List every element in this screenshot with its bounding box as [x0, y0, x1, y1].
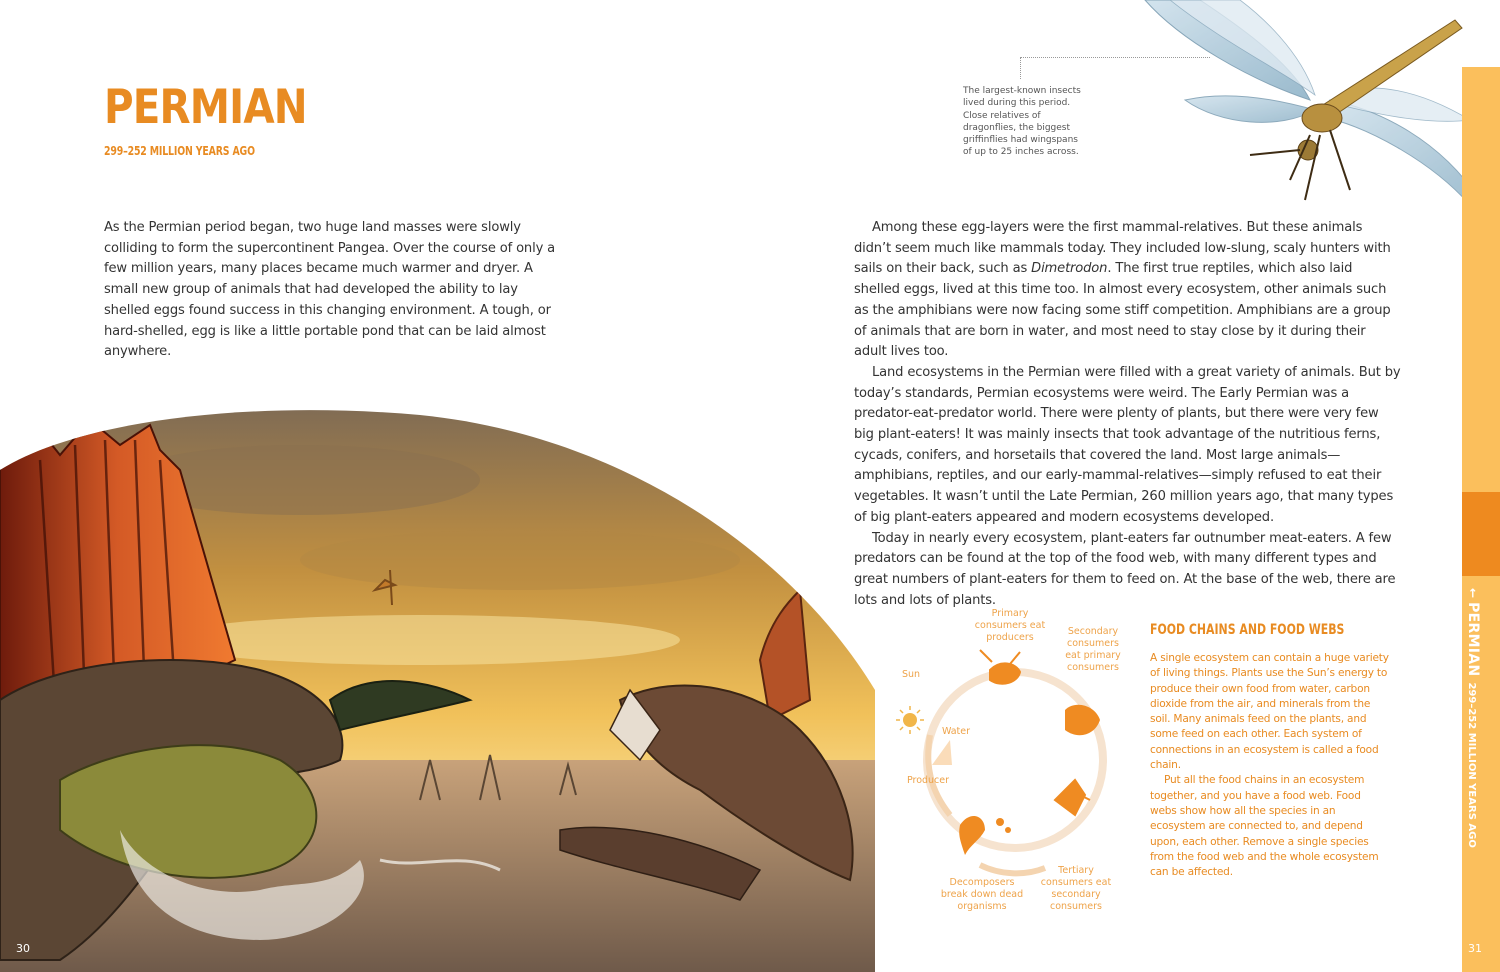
side-tab-label[interactable]: [1465, 588, 1481, 848]
sun-label: Sun: [901, 669, 921, 680]
food-chains-paragraph-1: A single ecosystem can contain a huge variety of living things. Plants use the Sun’s energy to produce their own food from water, carbon dioxide from the air, and minerals from the soil. Many animals feed on the plants, and some feed on each other. Each system of connections in an ecosystem is called a food chain.: [1150, 652, 1389, 772]
chapter-side-tab-highlight: [1462, 492, 1500, 576]
tertiary-consumers-label: Tertiary consumers eat secondary consumers: [1040, 865, 1112, 912]
right-column: [854, 218, 1402, 611]
arrow-left-icon: ←: [1466, 588, 1480, 599]
p1-text-after: . The first true reptiles, which also laid shelled eggs, lived at this time too. In almost every ecosystem, other animals such as the amphibians were now facing some stiff competition. Amphibians are a group of animals that are born in water, and most need to stay close by it during their adult lives too.: [854, 261, 1391, 360]
page-number-right: 31: [1468, 942, 1482, 955]
food-chains-paragraph-2: Put all the food chains in an ecosystem together, and you have a food web. Food webs show how all the species in an ecosystem are connected to, and depend upon, each other. Remove a single species from the food web and the whole ecosystem can be affected.: [1150, 774, 1379, 879]
page-subtitle: 299–252 MILLION YEARS AGO: [104, 144, 255, 158]
permian-scene-illustration: [0, 400, 875, 972]
food-chains-text: [1150, 651, 1390, 880]
dragonfly-caption: The largest-known insects lived during this period. Close relatives of dragonflies, the biggest griffinflies had wingspans of up to 25 inches across.: [963, 86, 1081, 158]
griffinfly-illustration: [1140, 0, 1480, 205]
side-tab-subtitle: 299–252 MILLION YEARS AGO: [1466, 682, 1477, 848]
secondary-consumers-label: Secondary consumers eat primary consumers: [1065, 626, 1121, 673]
p1-species-name: Dimetrodon: [1031, 261, 1108, 277]
water-label: Water: [941, 726, 971, 737]
right-paragraph-3: Today in nearly every ecosystem, plant-eaters far outnumber meat-eaters. A few predators can be found at the top of the food web, with many different types and great numbers of plant-eaters for them to feed on. At the base of the web, there are lots and lots of plants.: [854, 530, 1396, 608]
primary-consumers-label: Primary consumers eat producers: [974, 608, 1046, 643]
page-number-left: 30: [16, 942, 30, 955]
p1-text-before: Among these egg-layers were the first mammal-relatives. But these animals didn’t seem much like mammals today. They included low-slung, scaly hunters with sails on their back, such as: [854, 220, 1391, 277]
left-column: [104, 218, 564, 363]
page-title: PERMIAN: [104, 80, 307, 135]
producer-label: Producer: [906, 775, 950, 786]
food-chains-title: FOOD CHAINS AND FOOD WEBS: [1150, 622, 1345, 638]
decomposers-label: Decomposers break down dead organisms: [940, 877, 1024, 912]
right-paragraph-1: [854, 218, 1402, 363]
left-paragraph-1: As the Permian period began, two huge land masses were slowly colliding to form the supercontinent Pangea. Over the course of only a few million years, many places became much warmer and dryer. A small new group of animals that had developed the ability to lay shelled eggs found success in this changing environment. A tough, or hard-shelled, egg is like a little portable pond that can be laid almost anywhere.: [104, 220, 556, 360]
right-paragraph-2: Land ecosystems in the Permian were filled with a great variety of animals. But by today’s standards, Permian ecosystems were weird. The Early Permian was a predator-eat-predator world. There were plenty of plants, but there were very few big plant-eaters! It was mainly insects that took advantage of the nutritious ferns, cycads, conifers, and horsetails that covered the land. Most large animals—amphibians, reptiles, and our early-mammal-relatives—simply refused to eat their vegetables. It wasn’t until the Late Permian, 260 million years ago, that many types of big plant-eaters appeared and modern ecosystems developed.: [854, 364, 1401, 525]
side-tab-title: PERMIAN: [1465, 602, 1481, 677]
